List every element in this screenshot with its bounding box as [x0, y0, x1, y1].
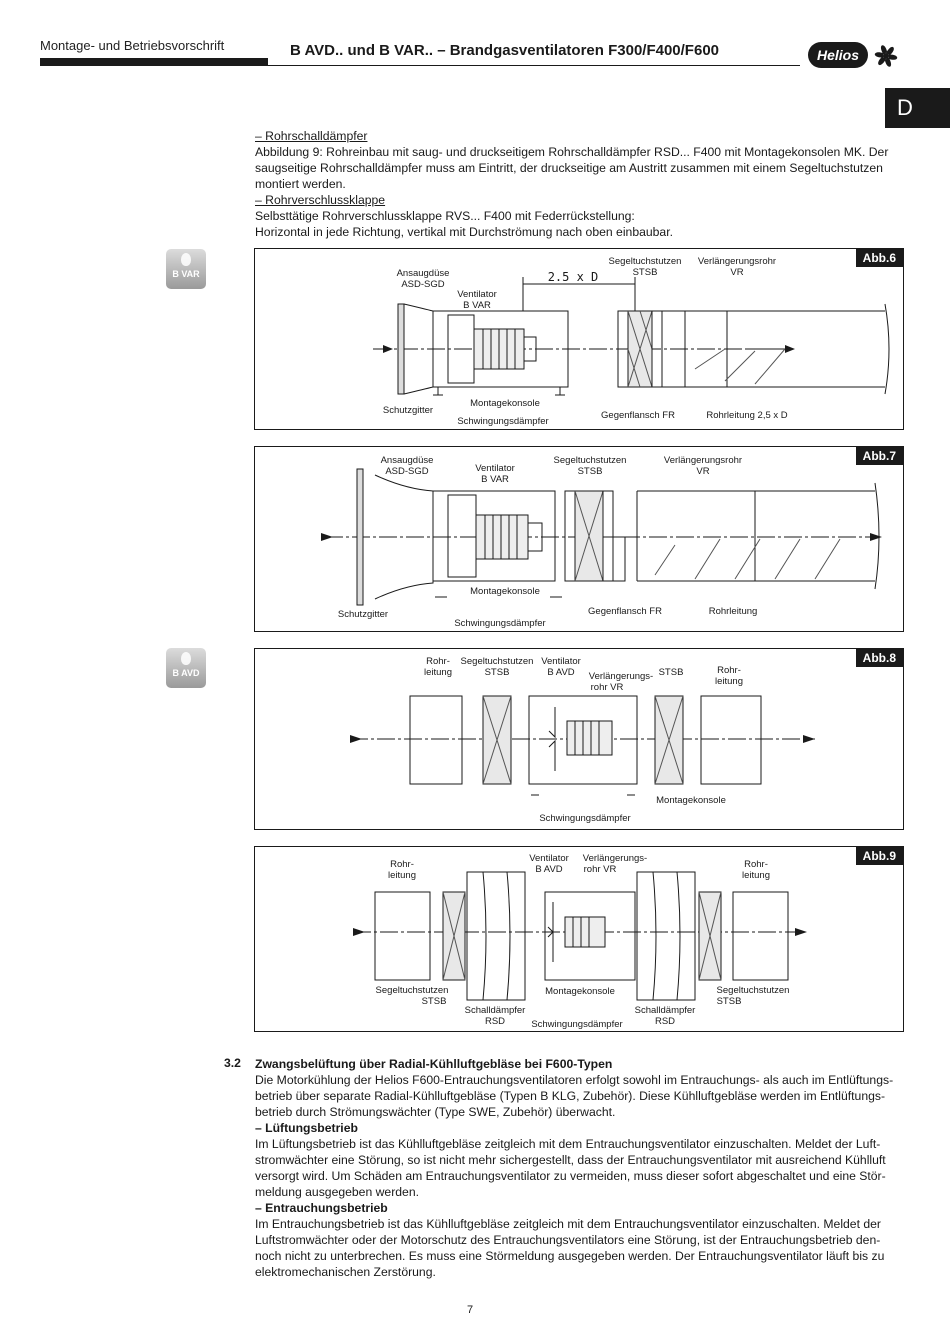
b-avd-badge [166, 648, 206, 688]
label-schutzgitter: Schutzgitter [382, 405, 434, 416]
label-segeltuch-code: STSB [632, 267, 658, 278]
subheading-lueftungsbetrieb: – Lüftungsbetrieb [255, 1121, 358, 1135]
body-line: Die Motorkühlung der Helios F600-Entrauchungsventilatoren erfolgt sowohl im Entrauchungs- als auch im Entlüftungs- [255, 1073, 894, 1087]
label-ansaug-code: ASD-SGD [401, 279, 445, 290]
label-ventilator: Ventilator [457, 289, 497, 300]
label-verlaengerung: Verlängerungsrohr [663, 455, 743, 466]
label-segeltuch-code: STSB [577, 466, 603, 477]
label-schalldaempfer: Schalldämpfer [634, 1005, 696, 1016]
figure-abb7 [254, 446, 904, 632]
figure-abb6-drawing [255, 249, 905, 431]
label-segeltuch-code: STSB [421, 996, 447, 1007]
label-ventilator: Ventilator [475, 463, 515, 474]
label-segeltuch-code: STSB [484, 667, 510, 678]
figure-tag: Abb.7 [856, 447, 903, 465]
section-body [255, 1056, 893, 1280]
label-rohrleitung: Rohr- [390, 859, 414, 870]
label-rohrleitung: leitung [715, 676, 743, 687]
body-line: versorgt wird. Um Schäden am Entrauchungsventilator zu vermeiden, muss dieser sofort abgeschaltet und eine Stör- [255, 1169, 886, 1183]
label-verlaengerung-code: VR [696, 466, 710, 477]
label-montagekonsole: Montagekonsole [545, 986, 615, 997]
label-ventilator-type: B VAR [481, 474, 509, 485]
figure-abb9 [254, 846, 904, 1032]
page-title: B AVD.. und B VAR.. – Brandgasventilatoren F300/F400/F600 [290, 42, 720, 59]
intro-line: Abbildung 9: Rohreinbau mit saug- und druckseitigem Rohrschalldämpfer RSD... F400 mit Montagekonsolen MK. Der [255, 145, 889, 159]
label-gegenflansch: Gegenflansch FR [588, 606, 662, 617]
intro-line: montiert werden. [255, 177, 346, 191]
label-schalldaempfer-code: RSD [484, 1016, 506, 1027]
body-line: elektromechanischen Zerstörung. [255, 1265, 436, 1279]
header-bar [40, 58, 268, 66]
label-schwingungsdaempfer: Schwingungsdämpfer [454, 618, 546, 629]
figure-tag: Abb.8 [856, 649, 903, 667]
figure-tag: Abb.9 [856, 847, 903, 865]
language-tab: D [885, 88, 950, 128]
figure-tag: Abb.6 [856, 249, 903, 267]
body-line: Luftstromwächter oder der Motorschutz des Entrauchungsventilators eine Störung, ist der Entrauchungsbetrieb den- [255, 1233, 881, 1247]
label-segeltuch: Segeltuchstutzen [460, 656, 534, 667]
section-number: 3.2 [224, 1056, 241, 1070]
intro-line: saugseitige Rohrschalldämpfer muss am Eintritt, der druckseitige am Austritt zusammen mit einem Segeltuchstutzen [255, 161, 883, 175]
label-stsb: STSB [658, 667, 684, 678]
label-ansaug-code: ASD-SGD [385, 466, 429, 477]
label-ansaug: Ansaugdüse [396, 268, 450, 279]
rohrschalldaempfer-heading: – Rohrschalldämpfer [255, 129, 368, 143]
label-schwingungsdaempfer: Schwingungsdämpfer [457, 416, 549, 427]
fan-logo-icon [870, 40, 902, 72]
body-line: betrieb über separate Radial-Kühlluftgebläse (Typen B KLG, Zubehör). Diese Kühlluftgebläse werden im Entlüftungs- [255, 1089, 886, 1103]
doc-type-label: Montage- und Betriebsvorschrift [40, 38, 225, 53]
figure-abb6 [254, 248, 904, 430]
label-segeltuch: Segeltuchstutzen [716, 985, 790, 996]
label-verlaengerung-code: VR [730, 267, 744, 278]
figure-abb7-drawing [255, 447, 905, 633]
label-ventilator-type: B AVD [535, 864, 563, 875]
label-montagekonsole: Montagekonsole [470, 398, 540, 409]
badge-label: B VAR [172, 269, 200, 279]
label-schalldaempfer-code: RSD [654, 1016, 676, 1027]
body-line: Im Lüftungsbetrieb ist das Kühlluftgebläse zeitgleich mit dem Entrauchungsventilator einzuschalten. Meldet der Luft- [255, 1137, 881, 1151]
label-ventilator-type: B AVD [547, 667, 575, 678]
intro-line: Selbsttätige Rohrverschlussklappe RVS... F400 mit Federrückstellung: [255, 209, 635, 223]
label-verlaengerung-code: rohr VR [590, 682, 624, 693]
body-line: betrieb durch Strömungswächter (Type SWE, Zubehör) überwacht. [255, 1105, 616, 1119]
intro-text [255, 128, 888, 240]
body-line: noch nicht zu unterbrechen. Es muss eine Störmeldung ausgegeben werden. Der Entrauchungsventilator läuft bis zu [255, 1249, 885, 1263]
label-rohrleitung: Rohrleitung 2,5 x D [706, 410, 788, 421]
figure-abb8-drawing [255, 649, 905, 831]
label-verlaengerung: Verlängerungsrohr [697, 256, 777, 267]
label-schalldaempfer: Schalldämpfer [464, 1005, 526, 1016]
intro-line: Horizontal in jede Richtung, vertikal mit Durchströmung nach oben einbaubar. [255, 225, 673, 239]
label-segeltuch: Segeltuchstutzen [608, 256, 682, 267]
label-gegenflansch: Gegenflansch FR [601, 410, 675, 421]
label-montagekonsole: Montagekonsole [470, 586, 540, 597]
label-rohrleitung: leitung [742, 870, 770, 881]
flame-icon [181, 652, 191, 665]
body-line: stromwächter eine Störung, so ist nicht mehr sichergestellt, dass der Entrauchungsventilator mit ausreichend Kühlluft [255, 1153, 886, 1167]
label-rohrleitung: Rohr- [744, 859, 768, 870]
figure-abb9-drawing [255, 847, 905, 1033]
label-schwingungsdaempfer: Schwingungsdämpfer [531, 1019, 623, 1030]
section-title: Zwangsbelüftung über Radial-Kühlluftgebläse bei F600-Typen [255, 1057, 613, 1071]
label-rohrleitung: leitung [388, 870, 416, 881]
label-ventilator: Ventilator [541, 656, 581, 667]
label-rohrleitung: Rohrleitung [708, 606, 758, 617]
b-var-badge [166, 249, 206, 289]
body-line: Im Entrauchungsbetrieb ist das Kühlluftgebläse zeitgleich mit dem Entrauchungsventilator einzuschalten. Meldet der [255, 1217, 881, 1231]
label-ventilator: Ventilator [529, 853, 569, 864]
subheading-entrauchungsbetrieb: – Entrauchungsbetrieb [255, 1201, 388, 1215]
label-dimension: 2.5 x D [547, 270, 599, 284]
label-rohrleitung: Rohr- [426, 656, 450, 667]
label-verlaengerung-code: rohr VR [583, 864, 617, 875]
label-verlaengerung: Verlängerungs- [582, 853, 648, 864]
rohrverschlussklappe-heading: – Rohrverschlussklappe [255, 193, 386, 207]
label-segeltuch: Segeltuchstutzen [553, 455, 627, 466]
flame-icon [181, 253, 191, 266]
label-rohrleitung: leitung [424, 667, 452, 678]
label-segeltuch-code: STSB [716, 996, 742, 1007]
header-rule [268, 65, 800, 66]
page-number: 7 [467, 1304, 474, 1316]
helios-logo: Helios [808, 42, 868, 68]
label-schutzgitter: Schutzgitter [337, 609, 389, 620]
label-ansaug: Ansaugdüse [380, 455, 434, 466]
label-montagekonsole: Montagekonsole [656, 795, 726, 806]
label-ventilator-type: B VAR [463, 300, 491, 311]
label-verlaengerung: Verlängerungs- [588, 671, 654, 682]
label-rohrleitung: Rohr- [717, 665, 741, 676]
badge-label: B AVD [172, 668, 200, 678]
label-schwingungsdaempfer: Schwingungsdämpfer [539, 813, 631, 824]
label-segeltuch: Segeltuchstutzen [375, 985, 449, 996]
figure-abb8 [254, 648, 904, 830]
body-line: meldung ausgegeben werden. [255, 1185, 419, 1199]
